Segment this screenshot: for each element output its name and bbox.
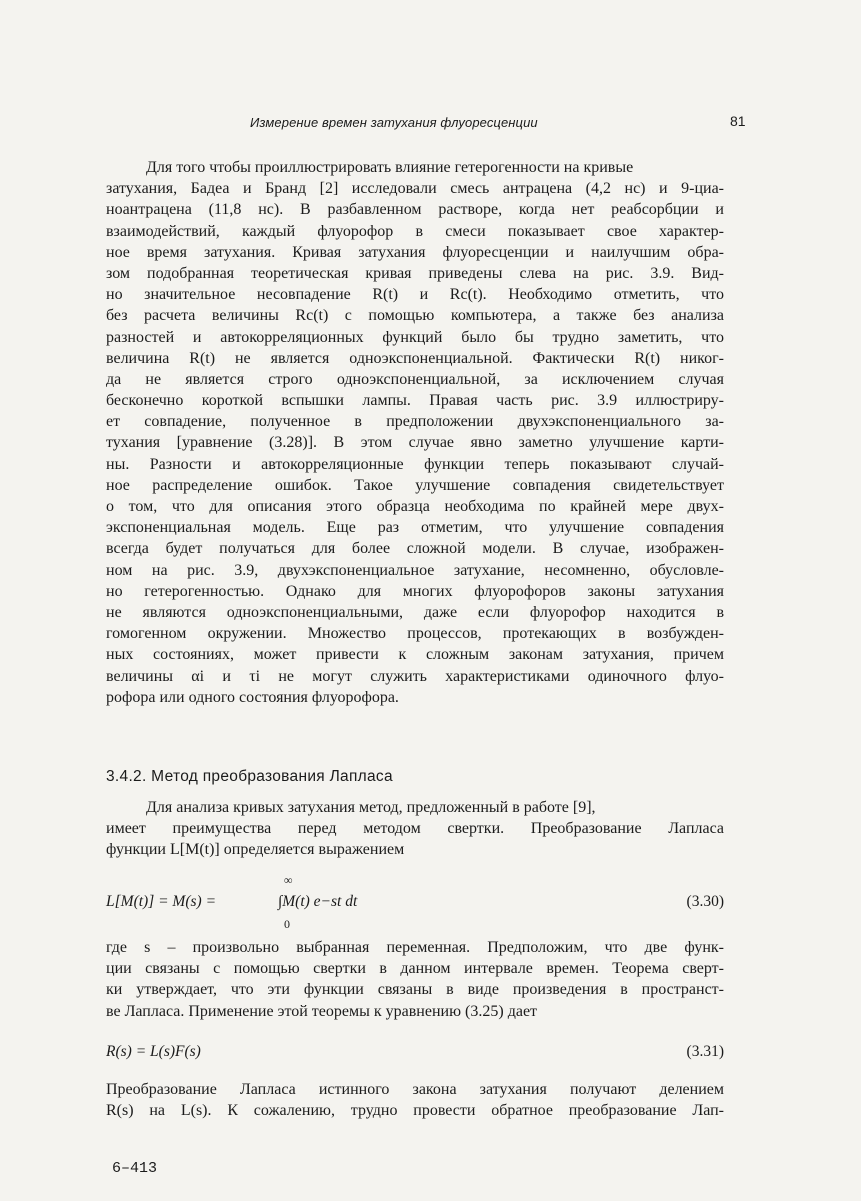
text-line: тухания [уравнение (3.28)]. В этом случае явно заметно улучшение карти- <box>106 434 724 452</box>
text-line: но гетерогенностью. Однако для многих флуорофоров законы затухания <box>106 582 724 600</box>
text-line: где s – произвольно выбранная переменная. Предположим, что две функ- <box>106 939 724 956</box>
section-heading: 3.4.2. Метод преобразования Лапласа <box>106 768 393 785</box>
text-line: имеет преимущества перед методом свертки. Преобразование Лапласа <box>106 820 724 838</box>
signature-code: 6–413 <box>112 1160 158 1177</box>
text-line: без расчета величины Rc(t) с помощью компьютера, а также без анализа <box>106 307 724 325</box>
text-line: величины αi и τi не могут служить характеристиками одиночного флуо- <box>106 667 724 685</box>
text-line: функции L[M(t)] определяется выражением <box>106 841 405 859</box>
text-line: ное распределение ошибок. Такое улучшение совпадения свидетельствует <box>106 476 724 494</box>
equation-integrand: ∫M(t) e−st dt <box>278 893 358 910</box>
text-line: затухания, Бадеа и Бранд [2] исследовали смесь антрацена (4,2 нс) и 9-циа- <box>106 180 724 198</box>
text-line: взаимодействий, каждый флуорофор в смеси показывает свое характер- <box>106 222 724 240</box>
text-line: Преобразование Лапласа истинного закона затухания получают делением <box>106 1081 724 1098</box>
text-line: о том, что для описания этого образца необходима по крайней мере двух- <box>106 498 724 515</box>
paragraph-convolution <box>106 937 724 1022</box>
text-line: ное время затухания. Кривая затухания флуоресценции и наилучшим обра- <box>106 243 724 261</box>
equation-lhs: L[M(t)] = M(s) = <box>106 893 217 910</box>
page-number: 81 <box>730 113 746 129</box>
integral-upper-limit: ∞ <box>284 873 293 887</box>
text-line: ных состояниях, может привести к сложным законам затухания, причем <box>106 646 724 664</box>
paragraph-inverse-transform <box>106 1079 724 1121</box>
text-line: ноантрацена (11,8 нс). В разбавленном растворе, когда нет реабсорбции и <box>106 201 724 219</box>
text-line: гомогенном окружении. Множество процессов, протекающих в возбужден- <box>106 625 724 643</box>
integral-lower-limit: 0 <box>284 917 290 931</box>
text-line: бесконечно короткой вспышки лампы. Правая часть рис. 3.9 иллюстриру- <box>106 392 724 410</box>
text-line: рофора или одного состояния флуорофора. <box>106 688 399 706</box>
text-line: величина R(t) не является одноэкспоненциальной. Фактически R(t) никог- <box>106 349 724 367</box>
text-line: Для анализа кривых затухания метод, предложенный в работе [9], <box>146 799 596 816</box>
equation-expression: R(s) = L(s)F(s) <box>106 1043 201 1060</box>
equation-number: (3.30) <box>686 893 724 910</box>
equation-3-30 <box>106 873 724 931</box>
text-line: но значительное несовпадение R(t) и Rc(t). Необходимо отметить, что <box>106 286 724 304</box>
text-line: всегда будет получаться для более сложной модели. В случае, изображен- <box>106 540 724 558</box>
equation-3-31 <box>106 1043 724 1065</box>
text-line: разностей и автокорреляционных функций было бы трудно заметить, что <box>106 328 724 346</box>
equation-number: (3.31) <box>686 1043 724 1060</box>
paragraph-heterogeneity <box>106 157 724 708</box>
text-line: зом подобранная теоретическая кривая приведены слева на рис. 3.9. Вид- <box>106 264 724 282</box>
text-line: ки утверждает, что эти функции связаны в виде произведения в пространст- <box>106 981 724 999</box>
running-title: Измерение времен затухания флуоресценции <box>250 115 538 130</box>
text-line: да не является строго одноэкспоненциальной, за исключением случая <box>106 370 724 388</box>
text-line: Для того чтобы проиллюстрировать влияние гетерогенности на кривые <box>146 159 634 176</box>
text-line: R(s) на L(s). К сожалению, трудно провести обратное преобразование Лап- <box>106 1102 724 1120</box>
text-line: ции связаны с помощью свертки в данном интервале времен. Теорема сверт- <box>106 960 724 978</box>
paragraph-laplace-intro <box>106 797 724 861</box>
text-line: ет совпадение, полученное в предположении двухэкспоненциального за- <box>106 413 724 431</box>
text-line: ном на рис. 3.9, двухэкспоненциальное затухание, несомненно, обусловле- <box>106 561 724 579</box>
text-line: ны. Разности и автокорреляционные функции теперь показывают случай- <box>106 455 724 473</box>
text-line: не являются одноэкспоненциальными, даже если флуорофор находится в <box>106 603 724 621</box>
text-line: ве Лапласа. Применение этой теоремы к уравнению (3.25) дает <box>106 1002 538 1020</box>
text-line: экспоненциальная модель. Еще раз отметим, что улучшение совпадения <box>106 519 724 537</box>
